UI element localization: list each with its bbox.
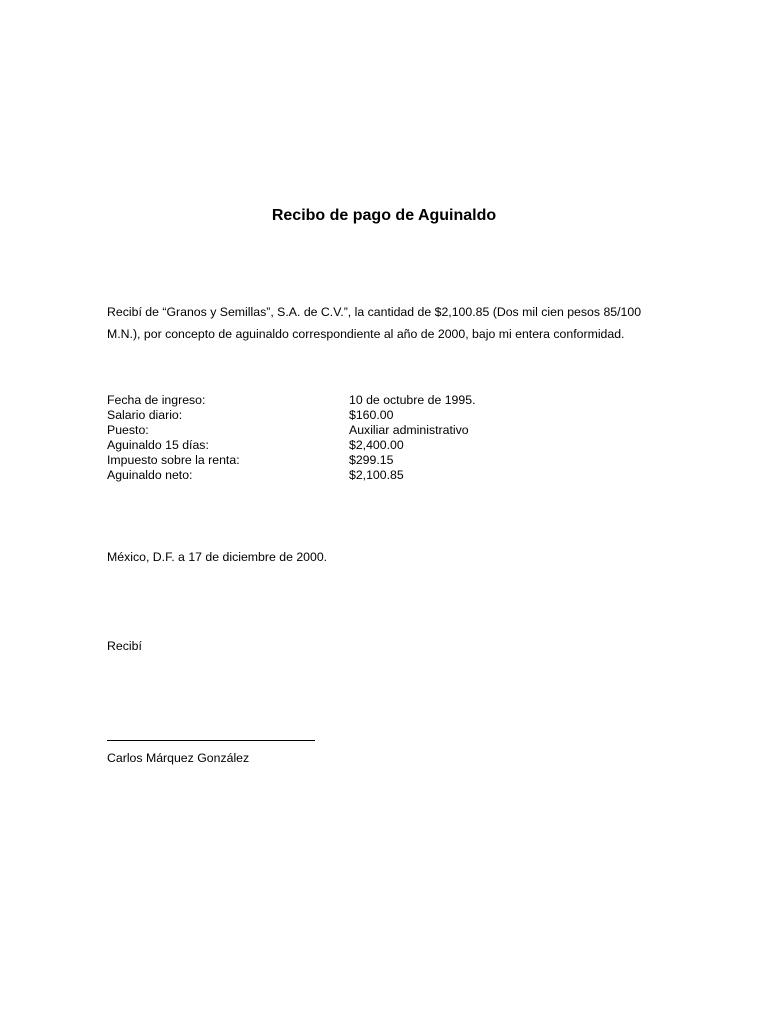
detail-row [107, 408, 667, 423]
detail-row [107, 393, 667, 408]
details-table [107, 393, 667, 483]
detail-label: Aguinaldo neto: [107, 468, 193, 482]
detail-value: 10 de octubre de 1995. [349, 393, 476, 407]
detail-value: Auxiliar administrativo [349, 423, 469, 437]
detail-row [107, 423, 667, 438]
detail-value: $2,100.85 [349, 468, 404, 482]
receipt-paragraph: Recibí de “Granos y Semillas”, S.A. de C.V.”, la cantidad de $2,100.85 (Dos mil cien pesos 85/100 M.N.), por concepto de aguinaldo correspondiente al año de 2000, bajo mi entera conformidad. [107, 305, 642, 341]
signature-line [107, 740, 315, 741]
detail-label: Aguinaldo 15 días: [107, 438, 209, 452]
document-title: Recibo de pago de Aguinaldo [271, 207, 497, 224]
detail-value: $160.00 [349, 408, 394, 422]
detail-label: Impuesto sobre la renta: [107, 453, 240, 467]
signature-name: Carlos Márquez González [107, 751, 250, 765]
detail-row [107, 468, 667, 483]
detail-label: Salario diario: [107, 408, 183, 422]
place-and-date: México, D.F. a 17 de diciembre de 2000. [107, 550, 328, 564]
detail-value: $299.15 [349, 453, 394, 467]
received-label: Recibí [107, 639, 142, 653]
detail-row [107, 453, 667, 468]
detail-label: Puesto: [107, 423, 149, 437]
detail-row [107, 438, 667, 453]
detail-value: $2,400.00 [349, 438, 404, 452]
detail-label: Fecha de ingreso: [107, 393, 206, 407]
